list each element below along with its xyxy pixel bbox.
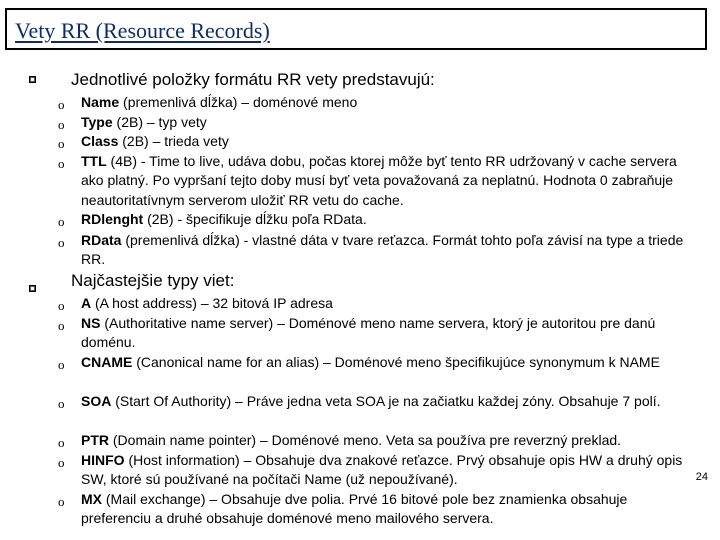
- item-text: (2B) – typ vety: [112, 114, 207, 130]
- item-text: (4B) - Time to live, udáva dobu, počas ktorej môže byť tento RR udržovaný v cache servera ako platný. Po vypršaní tejto doby musí byť veta považovaná za neplatnú. Hodnota 0 zabraňuje neautoritatívnym serverom uložiť RR vetu do cache.: [81, 153, 677, 208]
- page-number: 24: [695, 471, 708, 483]
- item-text: (Mail exchange) – Obsahuje dve polia. Prvé 16 bitové pole bez znamienka obsahuje preferenciu a druhé obsahuje doménové meno mailového servera.: [81, 491, 628, 527]
- list-item: [81, 93, 701, 112]
- list-item: [81, 132, 701, 151]
- sub-bullet-icon: o: [58, 435, 65, 450]
- item-text: (2B) – trieda vety: [118, 133, 229, 149]
- sub-bullet-icon: o: [58, 214, 65, 229]
- item-text: (A host address) – 32 bitová IP adresa: [91, 295, 333, 311]
- list-item: [81, 294, 701, 313]
- sub-bullet-icon: o: [58, 455, 65, 470]
- sub-bullet-icon: o: [58, 357, 65, 372]
- list-item: [81, 490, 671, 529]
- sub-bullet-icon: o: [58, 117, 65, 132]
- title-box: [5, 8, 707, 50]
- list-item: [81, 451, 701, 490]
- item-term: RData: [81, 232, 122, 248]
- list-item: [81, 431, 701, 450]
- sub-bullet-icon: o: [58, 298, 65, 313]
- item-text: (Host information) – Obsahuje dva znakové reťazce. Prvý obsahuje opis HW a druhý opis SW, ktoré sú používané na počítači Name (už nepoužívané).: [81, 452, 683, 488]
- list-item: [81, 113, 701, 132]
- item-text: (premenlivá dĺžka) - vlastné dáta v tvare reťazca. Formát tohto poľa závisí na type a triede RR.: [81, 232, 684, 268]
- item-term: RDlenght: [81, 211, 144, 227]
- item-text: (premenlivá dĺžka) – doménové meno: [119, 94, 358, 110]
- list-item: [81, 152, 701, 210]
- item-term: CNAME: [81, 354, 133, 370]
- square-bullet-icon: [29, 76, 36, 83]
- sub-bullet-icon: o: [58, 136, 65, 151]
- sub-bullet-icon: o: [58, 235, 65, 250]
- item-term: SOA: [81, 393, 112, 409]
- section-heading: Jednotlivé položky formátu RR vety predstavujú:: [71, 70, 435, 89]
- sub-bullet-icon: o: [58, 97, 65, 112]
- list-item: [81, 353, 701, 372]
- item-term: TTL: [81, 153, 107, 169]
- list-item: [81, 392, 701, 411]
- sub-bullet-icon: o: [58, 494, 65, 509]
- item-text: (Authoritative name server) – Doménové meno name servera, ktorý je autoritou pre danú doménu.: [81, 315, 656, 351]
- sub-bullet-icon: o: [58, 396, 65, 411]
- square-bullet-icon: [29, 285, 36, 292]
- item-term: MX: [81, 491, 102, 507]
- item-term: A: [81, 295, 92, 311]
- item-term: HINFO: [81, 452, 125, 468]
- item-text: (2B) - špecifikuje dĺžku poľa RData.: [143, 211, 367, 227]
- item-term: PTR: [81, 432, 109, 448]
- list-item: [81, 210, 701, 229]
- item-term: NS: [81, 315, 101, 331]
- section-heading: Najčastejšie typy viet:: [71, 271, 235, 290]
- sub-bullet-icon: o: [58, 318, 65, 333]
- list-item: [81, 314, 701, 353]
- sub-bullet-icon: o: [58, 156, 65, 171]
- slide-title: Vety RR (Resource Records): [15, 18, 270, 43]
- item-term: Name: [81, 94, 120, 110]
- item-term: Type: [81, 114, 113, 130]
- item-text: (Start Of Authority) – Práve jedna veta SOA je na začiatku každej zóny. Obsahuje 7 polí.: [111, 393, 661, 409]
- list-item: [81, 231, 701, 270]
- item-text: (Canonical name for an alias) – Doménové meno špecifikujúce synonymum k NAME: [132, 354, 660, 370]
- item-text: (Domain name pointer) – Doménové meno. Veta sa používa pre reverzný preklad.: [109, 432, 622, 448]
- item-term: Class: [81, 133, 119, 149]
